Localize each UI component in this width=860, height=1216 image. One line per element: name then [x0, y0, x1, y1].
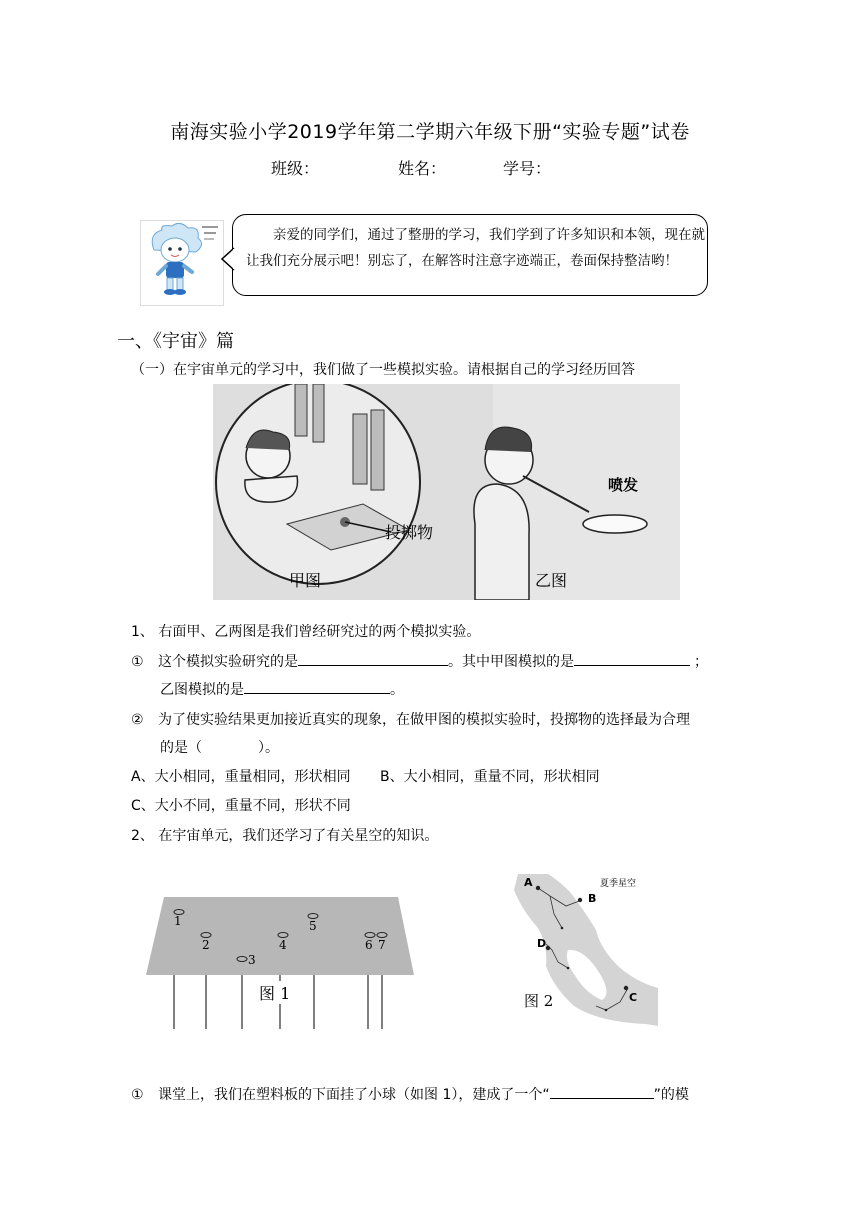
figure-1-model [144, 893, 416, 1033]
exam-title: 南海实验小学2019学年第二学期六年级下册“实验专题”试卷 [170, 121, 690, 143]
label-erupt: 喷发 [608, 476, 639, 494]
star-label-d: D [537, 937, 547, 950]
option-a: A、大小相同，重量相同，形状相同 [131, 769, 351, 785]
answer-blank[interactable] [298, 651, 448, 666]
label-throw-object: 投掷物 [385, 523, 434, 542]
ball-number-1: 1 [174, 914, 182, 928]
ball-number-4: 4 [279, 938, 287, 952]
ball-number-2: 2 [202, 938, 210, 952]
star-label-c: C [629, 991, 638, 1004]
ball-number-3: 3 [248, 953, 256, 967]
experiment-photo [213, 384, 680, 600]
ball-number-7: 7 [378, 938, 386, 952]
figure-2-star-map [508, 870, 658, 1026]
label-jia-figure: 甲图 [289, 571, 322, 590]
answer-blank[interactable] [550, 1084, 654, 1099]
student-id-label: 学号： [503, 159, 552, 178]
option-b: B、大小相同，重量不同，形状相同 [380, 769, 600, 785]
question-2: 2、 在宇宙单元，我们还学习了有关星空的知识。 [131, 828, 439, 844]
question-1-2: ② 为了使实验结果更加接近真实的现象，在做甲图的模拟实验时，投掷物的选择最为合理 [131, 712, 691, 728]
name-label: 姓名： [398, 159, 447, 178]
speech-bubble-tail [221, 246, 235, 272]
answer-blank[interactable] [244, 679, 390, 694]
figure-2-caption: 图 2 [524, 992, 554, 1010]
figure-1-caption: 图 1 [257, 981, 292, 1004]
ball-number-6: 6 [365, 938, 373, 952]
question-1-1: ① 这个模拟实验研究的是 。其中甲图模拟的是 ； [131, 651, 708, 671]
section-heading: 一、《宇宙》篇 [117, 331, 234, 352]
answer-blank[interactable] [574, 651, 690, 666]
label-yi-figure: 乙图 [535, 571, 568, 590]
star-label-b: B [588, 892, 597, 905]
intro-text: 亲爱的同学们，通过了整册的学习，我们学到了许多知识和本领，现在就让我们充分展示吧！别忘了，在解答时注意字迹端正，卷面保持整洁哟！ [246, 227, 705, 269]
question-1-1-number: ① [131, 654, 144, 670]
star-label-a: A [524, 876, 533, 889]
star-map-title: 夏季星空 [600, 879, 637, 889]
mascot-image [140, 220, 224, 306]
option-c: C、大小不同，重量不同，形状不同 [131, 798, 351, 814]
question-2-1: ① 课堂上，我们在塑料板的下面挂了小球（如图 1），建成了一个“ ”的模 [131, 1084, 689, 1104]
section-subheading: （一）在宇宙单元的学习中，我们做了一些模拟实验。请根据自己的学习经历回答 [131, 362, 635, 378]
question-1-2-continued: 的是（ ）。 [160, 740, 279, 756]
question-1: 1、 右面甲、乙两图是我们曾经研究过的两个模拟实验。 [131, 624, 481, 640]
class-label: 班级： [271, 159, 320, 178]
question-1-1-continued: 乙图模拟的是 。 [160, 679, 404, 699]
ball-number-5: 5 [309, 919, 317, 933]
